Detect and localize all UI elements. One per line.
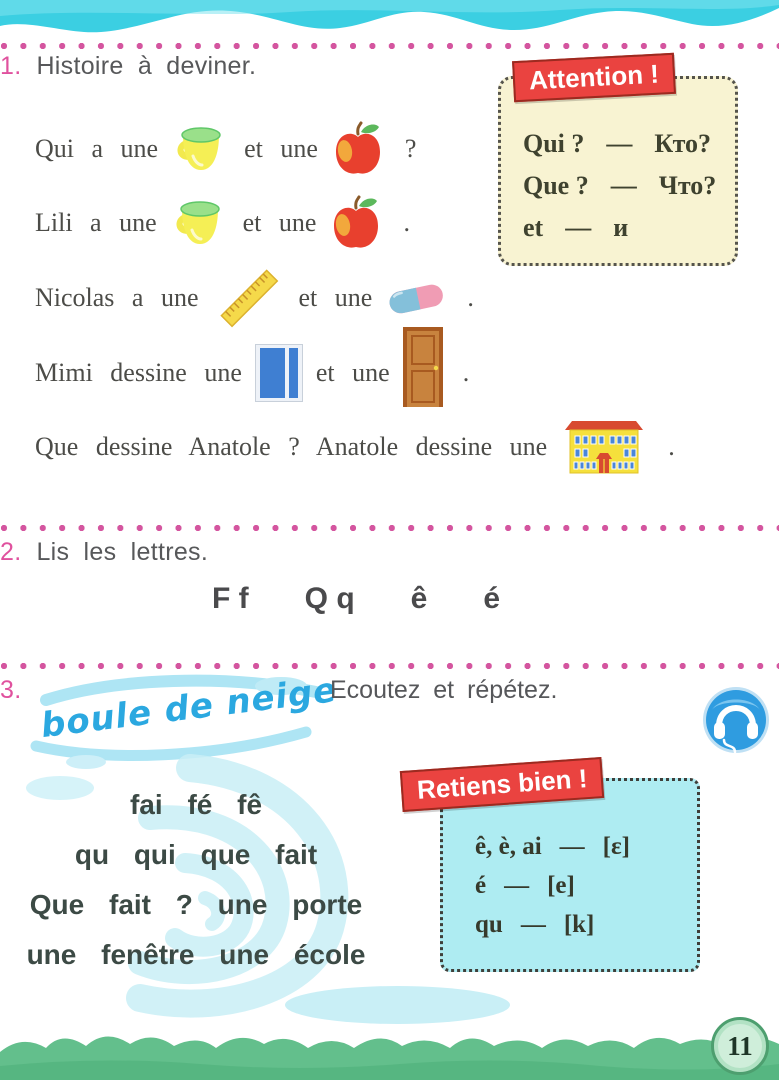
- sentence-line-1: [35, 112, 416, 186]
- phonics-rule: [475, 872, 697, 900]
- sentence-text: Qui a une: [35, 134, 159, 163]
- sentence-text: et une: [244, 134, 318, 163]
- headphones-icon: [702, 686, 770, 758]
- section2-heading: [0, 538, 208, 567]
- rule-phoneme: [k]: [563, 911, 595, 938]
- rule-dash: —: [606, 129, 633, 158]
- eraser-icon: [385, 277, 447, 319]
- section3-heading: [0, 676, 21, 705]
- ruler-icon: [212, 261, 286, 335]
- sentence-text: et une: [315, 358, 390, 387]
- word-line: Que fait ? une porte: [29, 889, 363, 920]
- section1-title: Histoire à deviner.: [36, 52, 257, 80]
- sentence-text: Nicolas a une: [35, 283, 199, 312]
- sentence-text: et une: [242, 208, 317, 237]
- apple-icon: [331, 121, 385, 177]
- word-line: qu qui que fait: [74, 839, 318, 870]
- letter-pair: F f: [212, 582, 249, 615]
- rule-letters: qu: [475, 911, 503, 938]
- sentence-line-3: [35, 261, 474, 335]
- cup-icon: [171, 122, 231, 176]
- page-number: 11: [727, 1030, 753, 1061]
- section2-number: 2.: [0, 538, 22, 566]
- letter-pair: Q q: [304, 582, 355, 615]
- page-number-badge: [711, 1017, 769, 1075]
- word-list: [0, 780, 392, 980]
- school-icon: [560, 415, 648, 479]
- rule-phoneme: [ε]: [602, 833, 630, 860]
- attention-rules: [523, 129, 735, 243]
- window-icon: [255, 344, 303, 402]
- word-line: fai fé fê: [129, 789, 263, 820]
- rule-dash: —: [610, 171, 637, 200]
- attention-badge: Attention !: [512, 53, 676, 102]
- sentence-line-2: [35, 186, 410, 260]
- door-icon: [403, 327, 443, 407]
- sentence-text: et une: [298, 283, 373, 312]
- dotted-separator: [0, 42, 779, 50]
- sentence-punctuation: .: [467, 283, 474, 312]
- section2-title: Lis les lettres.: [36, 538, 209, 566]
- rule-phoneme: [e]: [547, 872, 575, 899]
- rule-letters: ê, è, ai: [475, 833, 542, 860]
- cup-icon: [170, 196, 230, 250]
- sentence-text: Mimi dessine une: [35, 358, 242, 387]
- sentence-line-4: [35, 336, 469, 410]
- rule-letters: é: [475, 872, 487, 899]
- retiens-rules: [475, 833, 697, 939]
- rule-term: Que ?: [523, 171, 589, 200]
- attention-box: [498, 58, 738, 266]
- rule-dash: —: [504, 872, 530, 899]
- sentence-text: Que dessine Anatole ? Anatole dessine une: [35, 432, 548, 461]
- apple-icon: [329, 195, 383, 251]
- letter: ê: [410, 582, 428, 615]
- section3-number: 3.: [0, 676, 22, 704]
- retiens-bien-box: [416, 763, 700, 972]
- bottom-wave-border: [0, 1018, 779, 1080]
- rule-translation: Что?: [658, 171, 717, 200]
- top-wave-border: [0, 0, 779, 44]
- rule-term: et: [523, 213, 544, 242]
- rule-translation: Кто?: [654, 129, 712, 158]
- rule-term: Qui ?: [523, 129, 585, 158]
- sentence-punctuation: .: [403, 208, 410, 237]
- letter: é: [483, 582, 501, 615]
- letters-row: [212, 582, 500, 616]
- retiens-bien-badge: Retiens bien !: [400, 757, 605, 812]
- section1-heading: [0, 52, 256, 81]
- rule-dash: —: [565, 213, 592, 242]
- attention-rule: [523, 213, 735, 243]
- sentence-punctuation: ?: [404, 134, 417, 163]
- rule-dash: —: [559, 833, 585, 860]
- sentence-line-5: [35, 410, 675, 484]
- instruction-text: Ecoutez et répétez.: [330, 676, 558, 704]
- sentence-punctuation: .: [462, 358, 470, 387]
- phonics-rule: [475, 833, 697, 861]
- sentence-text: Lili a une: [35, 208, 157, 237]
- rule-dash: —: [520, 911, 546, 938]
- attention-rule: [523, 171, 735, 201]
- sentence-punctuation: .: [668, 432, 675, 461]
- word-line: une fenêtre une école: [26, 939, 366, 970]
- dotted-separator: [0, 524, 779, 532]
- phonics-rule: [475, 911, 697, 939]
- rule-translation: и: [613, 213, 629, 242]
- section1-number: 1.: [0, 52, 22, 80]
- boule-de-neige-script: boule de neige: [38, 669, 340, 747]
- attention-rule: [523, 129, 735, 159]
